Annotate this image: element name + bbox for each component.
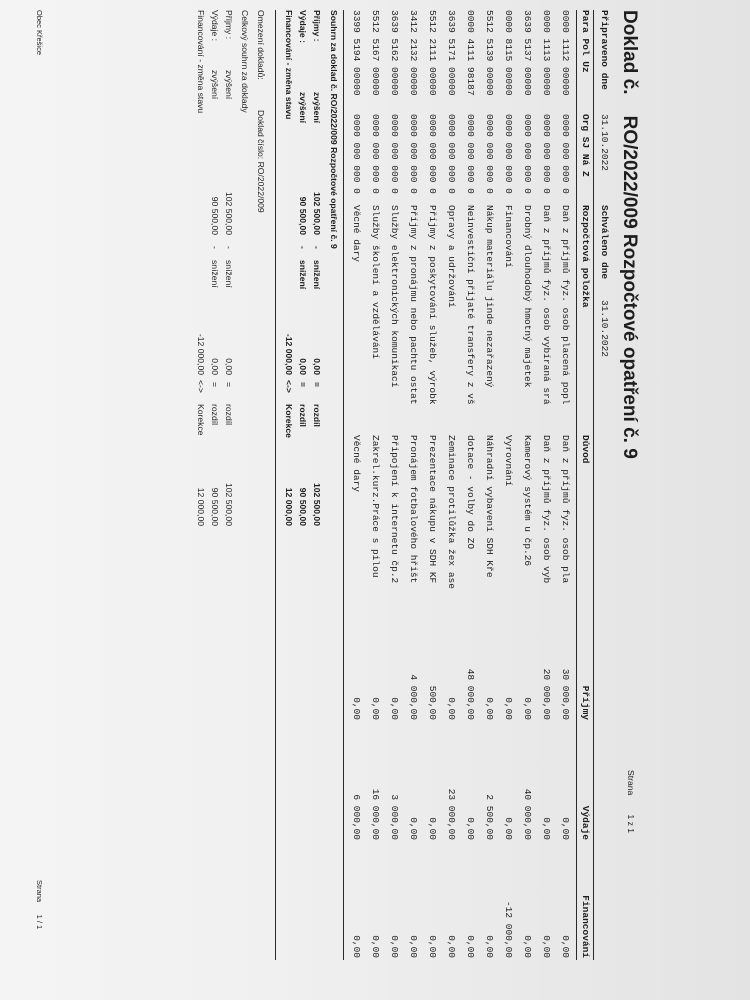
summary-row — [294, 10, 308, 530]
table-row — [536, 10, 552, 960]
row-org: 0000 000 000 0 — [370, 114, 381, 194]
row-org: 0000 000 000 0 — [351, 114, 362, 194]
total-label: Financování - změna stavu — [196, 10, 206, 114]
approved-label: Schváleno dne — [599, 205, 610, 280]
footer-user: Obec Křešice — [35, 10, 44, 56]
row-item: Financování — [503, 205, 514, 268]
total-action: zvýšení — [210, 70, 220, 100]
footer-page-label: Strana — [35, 880, 44, 903]
total-op: - — [210, 246, 220, 249]
row-income: 4 000,00 — [408, 674, 419, 720]
total-result-label: rozdíl — [210, 404, 220, 426]
total-action: zvýšení — [224, 70, 234, 100]
col-financing: Financování — [580, 895, 591, 958]
total-eq: = — [224, 382, 234, 388]
table-row — [384, 10, 400, 960]
summary-result-label: rozdíl — [298, 404, 308, 427]
row-financing: 0,00 — [484, 935, 495, 958]
summary-eq: <-> — [284, 380, 294, 393]
row-expense: 0,00 — [465, 817, 476, 840]
header-rule-bottom — [576, 10, 577, 960]
row-financing: 0,00 — [560, 935, 571, 958]
col-code: Para Pol Uz — [580, 10, 591, 73]
total-row — [220, 10, 234, 530]
summary-op: - — [298, 246, 308, 249]
row-financing: 0,00 — [408, 935, 419, 958]
row-financing: 0,00 — [370, 935, 381, 958]
row-item: Nákup materiálu jinde nezařazený — [484, 205, 495, 388]
row-financing: 0,00 — [427, 935, 438, 958]
row-item: Opravy a udržování — [446, 205, 457, 308]
summary-value-2: 0,00 — [312, 358, 322, 375]
row-financing: -12 000,00 — [503, 900, 514, 958]
total-result-label: Korekce — [196, 404, 206, 436]
total-label: Příjmy : — [224, 10, 234, 40]
row-item: Služby elektronických komunikací — [389, 205, 400, 388]
summary-row — [308, 10, 322, 530]
page-info-label: Strana — [626, 770, 636, 796]
row-code: 3639 5171 00000 — [446, 10, 457, 96]
summary-result-label: rozdíl — [312, 404, 322, 427]
summary-action-2: snížení — [312, 260, 322, 290]
total-op: - — [224, 246, 234, 249]
row-financing: 0,00 — [351, 935, 362, 958]
table-row — [555, 10, 571, 960]
col-expense: Výdaje — [580, 805, 591, 840]
row-code: 3412 2132 00000 — [408, 10, 419, 96]
header-rule-top — [593, 10, 594, 960]
summary-label: Výdaje : — [298, 10, 308, 43]
col-budget-item: Rozpočtová položka — [580, 205, 591, 308]
row-expense: 40 000,00 — [522, 788, 533, 840]
summary-eq: = — [312, 382, 322, 388]
summary-result: 90 500,00 — [298, 487, 308, 526]
row-org: 0000 000 000 0 — [484, 114, 495, 194]
footer-page — [35, 880, 44, 929]
row-org: 0000 000 000 0 — [522, 114, 533, 194]
row-reason: Pronájem fotbalového hřišt — [408, 435, 419, 584]
row-financing: 0,00 — [465, 935, 476, 958]
row-code: 5512 5167 00000 — [370, 10, 381, 96]
row-income: 0,00 — [484, 697, 495, 720]
table-row — [346, 10, 362, 960]
row-org: 0000 000 000 0 — [503, 114, 514, 194]
total-action-2: snížení — [210, 260, 220, 288]
title-prefix: Doklad č. — [619, 10, 640, 95]
row-expense: 23 000,00 — [446, 788, 457, 840]
row-expense: 3 000,00 — [389, 794, 400, 840]
row-code: 3399 5194 00000 — [351, 10, 362, 96]
row-code: 0000 1112 00000 — [560, 10, 571, 96]
summary-op: - — [312, 246, 322, 249]
row-expense: 0,00 — [408, 817, 419, 840]
total-eq: <-> — [196, 380, 206, 393]
row-reason: Daň z příjmů fyz. osob pla — [560, 435, 571, 584]
summary-action: zvýšení — [298, 92, 308, 124]
row-item: Služby školení a vzdělávání — [370, 205, 381, 359]
row-reason: Připojení k internetu čp.2 — [389, 435, 400, 584]
row-org: 0000 000 000 0 — [389, 114, 400, 194]
col-reason: Důvod — [580, 435, 591, 464]
row-org: 0000 000 000 0 — [465, 114, 476, 194]
row-reason: Zakrel.kurz.Práce s pilou — [370, 435, 381, 578]
approved-date: 31.10.2022 — [599, 300, 610, 358]
col-org: Org SJ Ná Z — [580, 114, 591, 177]
page-info-value: 1 z 1 — [626, 814, 636, 834]
total-result-label: rozdíl — [224, 404, 234, 426]
summary-action-2: snížení — [298, 260, 308, 290]
row-income: 0,00 — [389, 697, 400, 720]
total-value-1: 102 500,00 — [224, 191, 234, 235]
table-row — [365, 10, 381, 960]
row-item: Neinvestiční přijaté transfery z vš — [465, 205, 476, 405]
row-item: Drobný dlouhodobý hmotný majetek — [522, 205, 533, 388]
restriction-label: Omezení dokladů: — [256, 10, 266, 80]
row-org: 0000 000 000 0 — [446, 114, 457, 194]
row-code: 3639 5162 00000 — [389, 10, 400, 96]
table-row — [517, 10, 533, 960]
row-income: 500,00 — [427, 685, 438, 720]
table-row — [422, 10, 438, 960]
summary-label: Financování - změna stavu — [284, 10, 294, 120]
row-code: 5512 2111 00000 — [427, 10, 438, 96]
restriction-doc: Doklad číslo: RO/2022/009 — [256, 110, 266, 213]
row-item: Daň z příjmů fyz. osob placená popl — [560, 205, 571, 405]
summary-action: zvýšení — [312, 92, 322, 124]
table-row — [460, 10, 476, 960]
total-result: 102 500,00 — [224, 482, 234, 526]
row-income: 30 000,00 — [560, 668, 571, 720]
prepared-date: 31.10.2022 — [599, 114, 610, 172]
total-row — [206, 10, 220, 530]
table-row — [479, 10, 495, 960]
row-code: 0000 1113 00000 — [541, 10, 552, 96]
total-label: Výdaje : — [210, 10, 220, 42]
total-value-2: 0,00 — [224, 358, 234, 375]
table-row — [498, 10, 514, 960]
row-expense: 6 000,00 — [351, 794, 362, 840]
row-expense: 2 500,00 — [484, 794, 495, 840]
summary-value-2: 0,00 — [298, 358, 308, 375]
col-income: Příjmy — [580, 685, 591, 720]
page-info — [626, 770, 636, 833]
row-reason: Prezentace nákupu v SDH KF — [427, 435, 438, 584]
row-financing: 0,00 — [446, 935, 457, 958]
prepared-label: Připraveno dne — [599, 10, 610, 90]
total-value-2: 0,00 — [210, 358, 220, 375]
summary-value-2: -12 000,00 — [284, 333, 294, 375]
row-income: 0,00 — [370, 697, 381, 720]
row-income: 48 000,00 — [465, 668, 476, 720]
row-expense: 0,00 — [541, 817, 552, 840]
table-row — [403, 10, 419, 960]
row-financing: 0,00 — [389, 935, 400, 958]
row-org: 0000 000 000 0 — [541, 114, 552, 194]
summary-rule — [343, 10, 344, 960]
row-income: 0,00 — [351, 697, 362, 720]
row-income: 20 000,00 — [541, 668, 552, 720]
row-item: Daň z příjmů fyz. osob vybíraná srá — [541, 205, 552, 405]
total-action-2: snížení — [224, 260, 234, 288]
summary-title: Souhrn za doklad č. RO/2022/009 Rozpočtové opatření č. 9 — [329, 10, 339, 249]
row-income: 0,00 — [446, 697, 457, 720]
summary-label: Příjmy : — [312, 10, 322, 42]
row-org: 0000 000 000 0 — [408, 114, 419, 194]
document-page — [20, 10, 640, 960]
row-item: Příjmy z poskytování služeb, výrobk — [427, 205, 438, 405]
row-org: 0000 000 000 0 — [427, 114, 438, 194]
row-org: 0000 000 000 0 — [560, 114, 571, 194]
row-reason: Kamerový systém u čp.26 — [522, 435, 533, 567]
row-expense: 0,00 — [503, 817, 514, 840]
row-item: Věcné dary — [351, 205, 362, 263]
row-code: 0000 4111 98187 — [465, 10, 476, 96]
row-reason: Zeminace protilůžka žex ase — [446, 435, 457, 589]
summary-result: 12 000,00 — [284, 487, 294, 526]
summary-result-label: Korekce — [284, 404, 294, 438]
restriction-rule — [275, 10, 276, 960]
row-item: Příjmy z pronájmu nebo pachtu ostat — [408, 205, 419, 405]
row-reason: Věcné dary — [351, 435, 362, 493]
row-code: 5512 5139 00000 — [484, 10, 495, 96]
total-value-2: -12 000,00 — [196, 333, 206, 375]
summary-value-1: 102 500,00 — [312, 191, 322, 235]
summary-row — [280, 10, 294, 530]
row-reason: Daň z příjmů fyz. osob vyb — [541, 435, 552, 584]
summary-result: 102 500,00 — [312, 482, 322, 526]
total-eq: = — [210, 382, 220, 388]
row-reason: Vyrovnání — [503, 435, 514, 487]
row-financing: 0,00 — [541, 935, 552, 958]
row-expense: 0,00 — [560, 817, 571, 840]
total-value-1: 90 500,00 — [210, 196, 220, 235]
summary-eq: = — [298, 382, 308, 388]
table-row — [441, 10, 457, 960]
row-income: 0,00 — [503, 697, 514, 720]
row-code: 0000 8115 00000 — [503, 10, 514, 96]
row-financing: 0,00 — [522, 935, 533, 958]
total-row — [192, 10, 206, 530]
document-title — [618, 10, 640, 459]
title-main: RO/2022/009 Rozpočtové opatření č. 9 — [619, 115, 640, 459]
row-expense: 16 000,00 — [370, 788, 381, 840]
row-code: 3639 5137 00000 — [522, 10, 533, 96]
row-reason: dotace - volby do ZO — [465, 435, 476, 550]
total-title: Celkový souhrn za doklady — [240, 10, 250, 113]
row-income: 0,00 — [522, 697, 533, 720]
total-result: 90 500,00 — [210, 487, 220, 526]
row-reason: Náhradní vybavení SDH Kře — [484, 435, 495, 578]
footer-page-value: 1 / 1 — [35, 914, 44, 930]
row-expense: 0,00 — [427, 817, 438, 840]
summary-value-1: 90 500,00 — [298, 196, 308, 235]
total-result: 12 000,00 — [196, 487, 206, 526]
